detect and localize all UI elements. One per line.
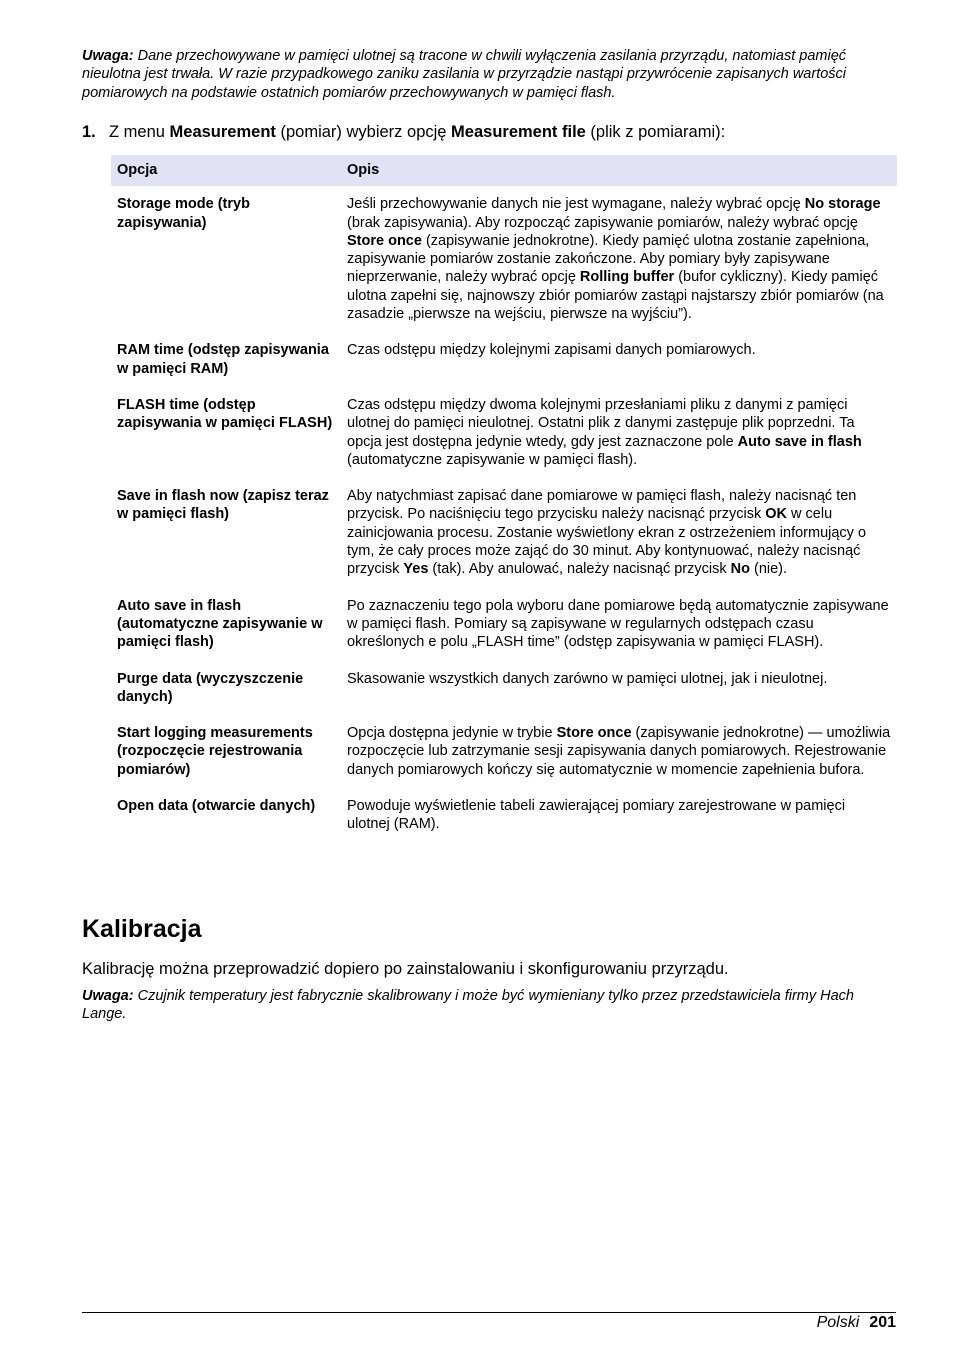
option-description xyxy=(341,664,897,719)
description-text: Jeśli przechowywanie danych nie jest wymagane, należy wybrać opcję xyxy=(347,196,805,213)
section-title: Kalibracja xyxy=(82,915,202,943)
table-row xyxy=(111,481,897,590)
note-bottom-text: Czujnik temperatury jest fabrycznie skalibrowany i może być wymieniany tylko przez przedstawiciela firmy Hach Lange. xyxy=(82,988,854,1023)
option-description xyxy=(341,335,897,390)
description-keyword: Yes xyxy=(403,561,429,578)
description-text: Czas odstępu między dwoma kolejnymi przesłaniami pliku z danymi z pamięci ulotnej do pamięci nieulotnej. Ostatni plik z danymi zastępuje plik poprzedni. Ta opcja jest dostępna jedynie wtedy, gdy jest zaznaczone pole xyxy=(347,396,855,450)
note-bottom-label: Uwaga: xyxy=(82,988,134,1004)
step-text-3: (plik z pomiarami): xyxy=(585,123,726,141)
description-keyword: Store once xyxy=(556,725,632,742)
header-description: Opis xyxy=(341,155,897,186)
table-row xyxy=(111,186,897,335)
option-name: Purge data (wyczyszczenie danych) xyxy=(117,670,304,705)
description-text: (automatyczne zapisywanie w pamięci flash). xyxy=(347,451,638,468)
options-table-body xyxy=(111,186,897,845)
footer-language: Polski xyxy=(816,1314,860,1331)
options-table xyxy=(111,155,897,846)
description-text: Skasowanie wszystkich danych zarówno w pamięci ulotnej, jak i nieulotnej. xyxy=(347,670,828,687)
step-text-2: (pomiar) wybierz opcję xyxy=(275,123,452,141)
description-text: (bufor cykliczny). Kiedy pamięć ulotna zapełni się, najnowszy zbiór pomiarów zastąpi najstarszy zbiór pomiarów (na zasadzie „pierwsze na wejściu, pierwsze na wyjściu”). xyxy=(347,269,884,323)
option-name: Start logging measurements (rozpoczęcie rejestrowania pomiarów) xyxy=(117,725,313,778)
option-name: Save in flash now (zapisz teraz w pamięci flash) xyxy=(117,488,329,523)
description-keyword: Auto save in flash xyxy=(737,433,862,450)
section-paragraph: Kalibrację można przeprowadzić dopiero po zainstalowaniu i skonfigurowaniu przyrządu. xyxy=(82,960,729,978)
step-1 xyxy=(82,122,902,142)
step-option-name: Measurement file xyxy=(451,123,586,141)
description-text: (tak). Aby anulować, należy nacisnąć przycisk xyxy=(428,561,731,578)
note-bottom xyxy=(82,987,892,1024)
table-row xyxy=(111,591,897,664)
option-name: FLASH time (odstęp zapisywania w pamięci FLASH) xyxy=(117,396,333,432)
description-text: (zapisywanie jednokrotne). Kiedy pamięć ulotna zostanie zapełniona, zapisywanie pomiarów zostanie zakończone. Aby pomiary były zapisywane nieprzerwanie, należy wybrać opcję xyxy=(347,232,870,286)
table-row xyxy=(111,791,897,846)
description-keyword: OK xyxy=(765,506,787,523)
note-top-label: Uwaga: xyxy=(82,48,134,64)
option-name: Storage mode (tryb zapisywania) xyxy=(117,196,250,231)
page-footer xyxy=(817,1313,896,1333)
option-description xyxy=(341,718,897,791)
description-text: Po zaznaczeniu tego pola wyboru dane pomiarowe będą automatycznie zapisywane w pamięci flash. Pomiary są zapisywane w regularnych odstępach czasu określonych e polu „FLASH time” (odstęp zapisywania w pamięci FLASH). xyxy=(347,597,889,651)
description-text: Powoduje wyświetlenie tabeli zawierającej pomiary zarejestrowane w pamięci ulotnej (RAM). xyxy=(347,798,846,833)
option-description xyxy=(341,390,897,481)
description-keyword: No xyxy=(730,561,750,578)
step-menu-name: Measurement xyxy=(169,123,276,141)
option-name: Open data (otwarcie danych) xyxy=(117,798,316,815)
description-text: Aby natychmiast zapisać dane pomiarowe w pamięci flash, należy nacisnąć ten przycisk. Po naciśnięciu tego przycisku należy nacisnąć przycisk xyxy=(347,488,857,523)
step-number: 1. xyxy=(82,123,96,141)
table-row xyxy=(111,664,897,719)
description-text: Opcja dostępna jedynie w trybie xyxy=(347,725,557,742)
option-name: Auto save in flash (automatyczne zapisywanie w pamięci flash) xyxy=(117,597,323,651)
option-name: RAM time (odstęp zapisywania w pamięci RAM) xyxy=(117,342,329,377)
note-top xyxy=(82,47,892,102)
description-text: Czas odstępu między kolejnymi zapisami danych pomiarowych. xyxy=(347,342,756,359)
note-top-text: Dane przechowywane w pamięci ulotnej są tracone w chwili wyłączenia zasilania przyrządu, natomiast pamięć nieulotna jest trwała. W razie przypadkowego zaniku zasilania w przyrządzie nastąpi przywrócenie zapisanych wartości pomiarowych na podstawie ostatnich pomiarów przechowywanych w pamięci flash. xyxy=(82,48,847,101)
table-row xyxy=(111,335,897,390)
option-description xyxy=(341,591,897,664)
options-table-header xyxy=(111,155,897,186)
description-text: w celu zainicjowania procesu. Zostanie wyświetlony ekran z ostrzeżeniem informujący o tym, że cały proces może zająć do 30 minut. Aby kontynuować, należy nacisnąć przycisk xyxy=(347,506,867,578)
option-description xyxy=(341,791,897,846)
header-option: Opcja xyxy=(111,155,341,186)
description-keyword: Rolling buffer xyxy=(579,269,675,286)
description-text: (nie). xyxy=(749,561,788,578)
page-number: 201 xyxy=(869,1314,896,1331)
footer-divider xyxy=(82,1312,896,1313)
step-text-1: Z menu xyxy=(109,123,170,141)
option-description xyxy=(341,481,897,590)
description-text: (zapisywanie jednokrotne) — umożliwia rozpoczęcie lub zatrzymanie sesji zapisywania danych pomiarowych. Rejestrowanie danych pomiarowych kończy się automatycznie w momencie zapełnienia bufora. xyxy=(347,725,891,778)
description-keyword: Store once xyxy=(347,232,422,249)
option-description xyxy=(341,186,897,335)
description-text: (brak zapisywania). Aby rozpocząć zapisywanie pomiarów, należy wybrać opcję xyxy=(347,214,858,231)
table-row xyxy=(111,390,897,481)
description-keyword: No storage xyxy=(804,196,881,213)
table-row xyxy=(111,718,897,791)
